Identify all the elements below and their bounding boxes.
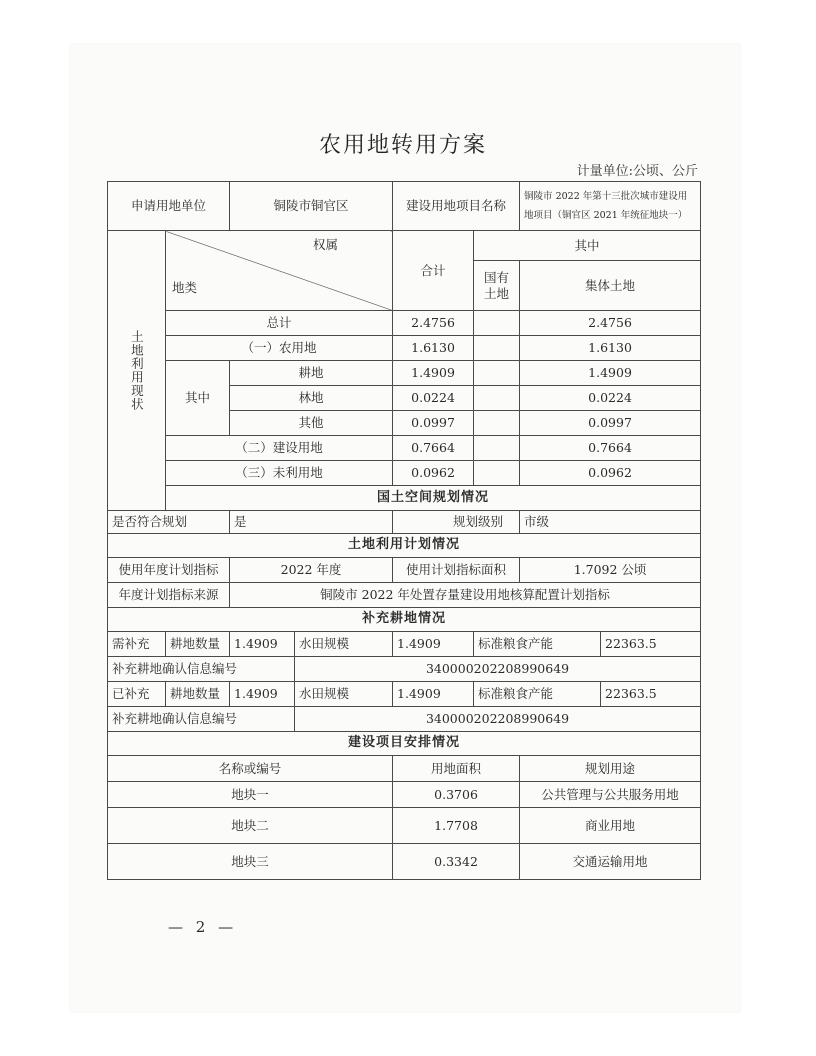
project-name: 地块一 xyxy=(108,782,393,808)
project-use: 公共管理与公共服务用地 xyxy=(520,782,701,808)
paddy-scale-label: 水田规模 xyxy=(295,682,393,707)
total-column-header: 合计 xyxy=(393,231,474,311)
land-status-header-row xyxy=(108,231,701,261)
land-row-agricultural xyxy=(108,336,701,361)
land-row-total xyxy=(108,311,701,336)
land-row-unused xyxy=(108,461,701,486)
cultivated-qty-label: 耕地数量 xyxy=(166,632,230,657)
land-row-state-value xyxy=(474,336,520,361)
need-confirm-value: 340000202208990649 xyxy=(295,657,701,682)
plan-source-value: 铜陵市 2022 年处置存量建设用地核算配置计划指标 xyxy=(230,583,701,608)
document-title: 农用地转用方案 xyxy=(318,133,487,158)
planning-section-title: 国土空间规划情况 xyxy=(166,486,701,511)
planning-level-value: 市级 xyxy=(520,511,701,534)
land-row-state-value xyxy=(474,461,520,486)
land-row-total-value: 0.0997 xyxy=(393,411,474,436)
done-qty-value: 1.4909 xyxy=(230,682,295,707)
land-row-state-value xyxy=(474,386,520,411)
need-supplement-label: 需补充 xyxy=(108,632,166,657)
plan-area-label: 使用计划指标面积 xyxy=(393,558,520,583)
land-row-total-value: 0.0962 xyxy=(393,461,474,486)
planning-level-label: 规划级别 xyxy=(393,511,520,534)
project-label: 建设用地项目名称 xyxy=(393,182,520,231)
land-row-total-value: 2.4756 xyxy=(393,311,474,336)
planning-row xyxy=(108,511,701,534)
project-name: 地块三 xyxy=(108,844,393,880)
measurement-unit: 计量单位:公顷、公斤 xyxy=(576,164,698,179)
page-number: — 2 — xyxy=(168,918,238,936)
done-supplement-row xyxy=(108,682,701,707)
conform-label: 是否符合规划 xyxy=(108,511,230,534)
plan-source-label: 年度计划指标来源 xyxy=(108,583,230,608)
project-area: 0.3706 xyxy=(393,782,520,808)
done-supplement-label: 已补充 xyxy=(108,682,166,707)
land-row-label: （二）建设用地 xyxy=(166,436,393,461)
applicant-label: 申请用地单位 xyxy=(108,182,230,231)
land-row-label: 耕地 xyxy=(230,361,393,386)
land-row-label: 林地 xyxy=(230,386,393,411)
land-row-collective-value: 1.4909 xyxy=(520,361,701,386)
land-row-total-value: 1.4909 xyxy=(393,361,474,386)
land-row-collective-value: 1.6130 xyxy=(520,336,701,361)
planning-section-row xyxy=(108,486,701,511)
sub-of-which-label: 其中 xyxy=(166,361,230,436)
land-type-label: 地类 xyxy=(172,280,198,296)
grain-capacity-label: 标准粮食产能 xyxy=(474,682,601,707)
project-use-header: 规划用途 xyxy=(520,756,701,782)
need-qty-value: 1.4909 xyxy=(230,632,295,657)
projects-section-row xyxy=(108,732,701,756)
need-paddy-value: 1.4909 xyxy=(393,632,474,657)
of-which-header: 其中 xyxy=(474,231,701,261)
confirm-number-label: 补充耕地确认信息编号 xyxy=(108,657,295,682)
done-confirm-value: 340000202208990649 xyxy=(295,707,701,732)
ownership-label: 权属 xyxy=(313,237,339,252)
land-row-label: 总计 xyxy=(166,311,393,336)
applicant-row xyxy=(108,182,701,231)
land-row-state-value xyxy=(474,411,520,436)
need-grain-value: 22363.5 xyxy=(601,632,701,657)
paddy-scale-label: 水田规模 xyxy=(295,632,393,657)
confirm-number-label: 补充耕地确认信息编号 xyxy=(108,707,295,732)
land-row-collective-value: 2.4756 xyxy=(520,311,701,336)
land-row-label: 其他 xyxy=(230,411,393,436)
project-use: 商业用地 xyxy=(520,808,701,844)
land-conversion-table xyxy=(107,181,701,880)
land-use-plan-section-row xyxy=(108,534,701,558)
land-row-label: （三）未利用地 xyxy=(166,461,393,486)
land-row-total-value: 0.0224 xyxy=(393,386,474,411)
project-area: 0.3342 xyxy=(393,844,520,880)
land-row-collective-value: 0.0997 xyxy=(520,411,701,436)
supplement-section-title: 补充耕地情况 xyxy=(108,608,701,632)
annual-plan-row xyxy=(108,558,701,583)
land-row-label: （一）农用地 xyxy=(166,336,393,361)
plan-source-row xyxy=(108,583,701,608)
land-use-plan-section-title: 土地利用计划情况 xyxy=(108,534,701,558)
conform-value: 是 xyxy=(230,511,393,534)
land-status-section-label: 土地利用现状 xyxy=(108,231,166,511)
land-row-collective-value: 0.0962 xyxy=(520,461,701,486)
project-value: 铜陵市 2022 年第十三批次城市建设用地项目（铜官区 2021 年统征地块一） xyxy=(520,182,701,231)
project-row xyxy=(108,782,701,808)
cultivated-qty-label: 耕地数量 xyxy=(166,682,230,707)
land-row-state-value xyxy=(474,361,520,386)
state-owned-header: 国有土地 xyxy=(474,261,520,311)
land-row-total-value: 1.6130 xyxy=(393,336,474,361)
project-use: 交通运输用地 xyxy=(520,844,701,880)
projects-section-title: 建设项目安排情况 xyxy=(108,732,701,756)
done-paddy-value: 1.4909 xyxy=(393,682,474,707)
project-area: 1.7708 xyxy=(393,808,520,844)
need-supplement-row xyxy=(108,632,701,657)
done-grain-value: 22363.5 xyxy=(601,682,701,707)
ownership-landtype-header xyxy=(166,231,393,311)
land-row-total-value: 0.7664 xyxy=(393,436,474,461)
applicant-value: 铜陵市铜官区 xyxy=(230,182,393,231)
land-row-collective-value: 0.0224 xyxy=(520,386,701,411)
grain-capacity-label: 标准粮食产能 xyxy=(474,632,601,657)
done-confirm-row xyxy=(108,707,701,732)
project-row xyxy=(108,808,701,844)
land-row-state-value xyxy=(474,311,520,336)
plan-area-value: 1.7092 公顷 xyxy=(520,558,701,583)
supplement-section-row xyxy=(108,608,701,632)
annual-plan-label: 使用年度计划指标 xyxy=(108,558,230,583)
project-name: 地块二 xyxy=(108,808,393,844)
collective-header: 集体土地 xyxy=(520,261,701,311)
project-name-header: 名称或编号 xyxy=(108,756,393,782)
need-confirm-row xyxy=(108,657,701,682)
land-row-construction xyxy=(108,436,701,461)
project-area-header: 用地面积 xyxy=(393,756,520,782)
project-row xyxy=(108,844,701,880)
land-row-cultivated xyxy=(108,361,701,386)
projects-header-row xyxy=(108,756,701,782)
land-row-collective-value: 0.7664 xyxy=(520,436,701,461)
land-row-state-value xyxy=(474,436,520,461)
annual-plan-value: 2022 年度 xyxy=(230,558,393,583)
